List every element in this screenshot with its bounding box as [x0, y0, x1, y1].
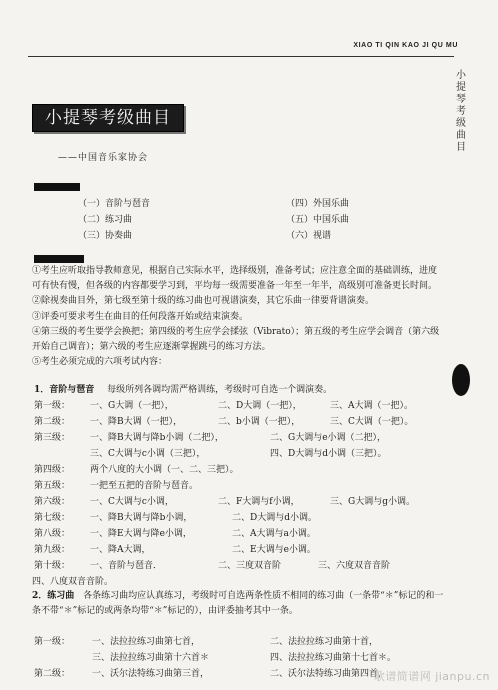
category-item: （二）练习曲: [78, 215, 133, 225]
etude-level-label: 第二级：: [34, 669, 71, 679]
side-char: 考: [456, 106, 466, 117]
etude-item: 一、沃尔法特练习曲第三首，: [92, 669, 210, 679]
rule-paragraph: ⑤考生必须完成的六项考试内容：: [32, 357, 168, 368]
scale-level-label: 第五级：: [34, 481, 71, 491]
scale-item: 二、F大调与f小调，: [218, 497, 300, 507]
page-title: 小提琴考级曲目: [32, 104, 184, 132]
site-watermark: 歌谱简谱网 jianpu.cn: [373, 670, 490, 683]
scales-heading-label: 1．音阶与琶音: [34, 385, 95, 395]
scale-item: 一、降A大调，: [90, 545, 151, 555]
scale-item: 一、降B大调与降b小调（二把），: [90, 433, 224, 443]
etude-level-label: 第一级：: [34, 637, 71, 647]
scale-item: 二、三度双音阶: [218, 561, 282, 571]
scale-item: 一、降B大调（一把），: [90, 417, 183, 427]
scale-level-label: 第七级：: [34, 513, 71, 523]
etude-heading-text: 各条练习曲均应认真练习，考级时可自选两条性质不相同的练习曲（一条带“＊”标记的和一条不带“＊”标记的或两条均带“＊”标记的），由评委抽考其中一条。: [32, 591, 444, 617]
running-header: XIAO TI QIN KAO JI QU MU: [353, 42, 458, 49]
section-bar: [34, 255, 84, 263]
etude-item: 三、法拉拉练习曲第十六首＊: [92, 653, 210, 663]
scale-level-label: 第十级：: [34, 561, 71, 571]
rule-paragraph: ④第三级的考生要学会换把；第四级的考生应学会揉弦（Vibrato）；第五级的考生应学会调音（第六级开始自己调音）；第六级的考生应逐渐掌握跳弓的练习方法。: [32, 326, 440, 353]
scale-item: 两个八度的大小调（一、二、三把）。: [90, 465, 239, 475]
scale-item: 二、D大调（一把），: [218, 401, 302, 411]
scale-item: 一、降E大调与降e小调，: [90, 529, 192, 539]
category-item: （一）音阶与琶音: [78, 199, 151, 209]
etude-heading: [32, 589, 444, 619]
etude-item: 四、法拉拉练习曲第十七首＊。: [270, 653, 397, 663]
category-item: （五）中国乐曲: [286, 215, 350, 225]
scale-item: 一、音阶与琶音．: [90, 561, 163, 571]
scale-item: 三、C大调（一把）。: [330, 417, 414, 427]
scale-level-label: 第四级：: [34, 465, 71, 475]
scale-item: 三、A大调（一把）。: [330, 401, 414, 411]
page-edge-tab: [452, 364, 470, 396]
side-char: 小: [456, 70, 466, 81]
category-item: （六）视谱: [286, 231, 332, 241]
scale-item: 一、降B大调与降b小调，: [90, 513, 193, 523]
rule-paragraph: ②除视奏曲目外，第七级至第十级的练习曲也可视谱演奏，其它乐曲一律要背谱演奏。: [32, 296, 375, 307]
scale-item: 一把至五把的音阶与琶音。: [90, 481, 199, 491]
scale-item: 一、C大调与c小调，: [90, 497, 174, 507]
page-subtitle: ——中国音乐家协会: [58, 153, 149, 163]
header-rule: [28, 56, 454, 57]
etude-item: 二、沃尔法特练习曲第四首，: [270, 669, 388, 679]
scale-item: 三、C大调与c小调（三把），: [90, 449, 206, 459]
etude-item: 一、法拉拉练习曲第七首，: [92, 637, 201, 647]
side-char: 琴: [456, 94, 466, 105]
scale-item: 二、D大调与d小调。: [232, 513, 317, 523]
scale-item: 二、b小调（一把），: [218, 417, 301, 427]
etude-heading-label: 2．练习曲: [32, 591, 75, 601]
category-item: （四）外国乐曲: [286, 199, 350, 209]
scales-heading: [34, 382, 332, 395]
side-char: 级: [456, 118, 466, 129]
side-title-strip: [454, 70, 468, 154]
rules-text: [32, 264, 444, 370]
etude-item: 二、法拉拉练习曲第十首，: [270, 637, 379, 647]
scale-level-label: 第九级：: [34, 545, 71, 555]
scale-level-label: 第三级：: [34, 433, 71, 443]
scales-heading-text: 每级所列各调均需严格训练，考级时可自选一个调演奏。: [107, 385, 333, 395]
category-item: （三）协奏曲: [78, 231, 133, 241]
scale-item: 一、G大调（一把），: [90, 401, 174, 411]
scale-item: 二、G大调与e小调（二把），: [270, 433, 387, 443]
scale-item: 四、D大调与d小调（三把）。: [270, 449, 387, 459]
side-char: 提: [456, 82, 466, 93]
scale-item: 三、G大调与g小调。: [330, 497, 415, 507]
rule-paragraph: ①考生应听取指导教师意见，根据自己实际水平，选择级别，准备考试；应注意全面的基础训练，进度可有快有慢，但各级的内容都要学习到，平均每一级需要准备一年至一年半，高级别可准备更长时间。: [32, 266, 438, 292]
scale-level-label: 第一级：: [34, 401, 71, 411]
rule-paragraph: ③评委可要求考生在曲目的任何段落开始或结束演奏。: [32, 311, 249, 322]
scale-level-label: 第八级：: [34, 529, 71, 539]
scale-item: 二、A大调与a小调。: [232, 529, 316, 539]
scale-tail: 四、八度双音音阶。: [32, 577, 114, 587]
side-char: 目: [456, 142, 466, 153]
side-char: 曲: [456, 130, 466, 141]
scale-level-label: 第六级：: [34, 497, 71, 507]
scale-item: 三、六度双音音阶: [318, 561, 391, 571]
section-bar: [34, 183, 80, 191]
scale-level-label: 第二级：: [34, 417, 71, 427]
scale-item: 二、E大调与e小调。: [232, 545, 316, 555]
